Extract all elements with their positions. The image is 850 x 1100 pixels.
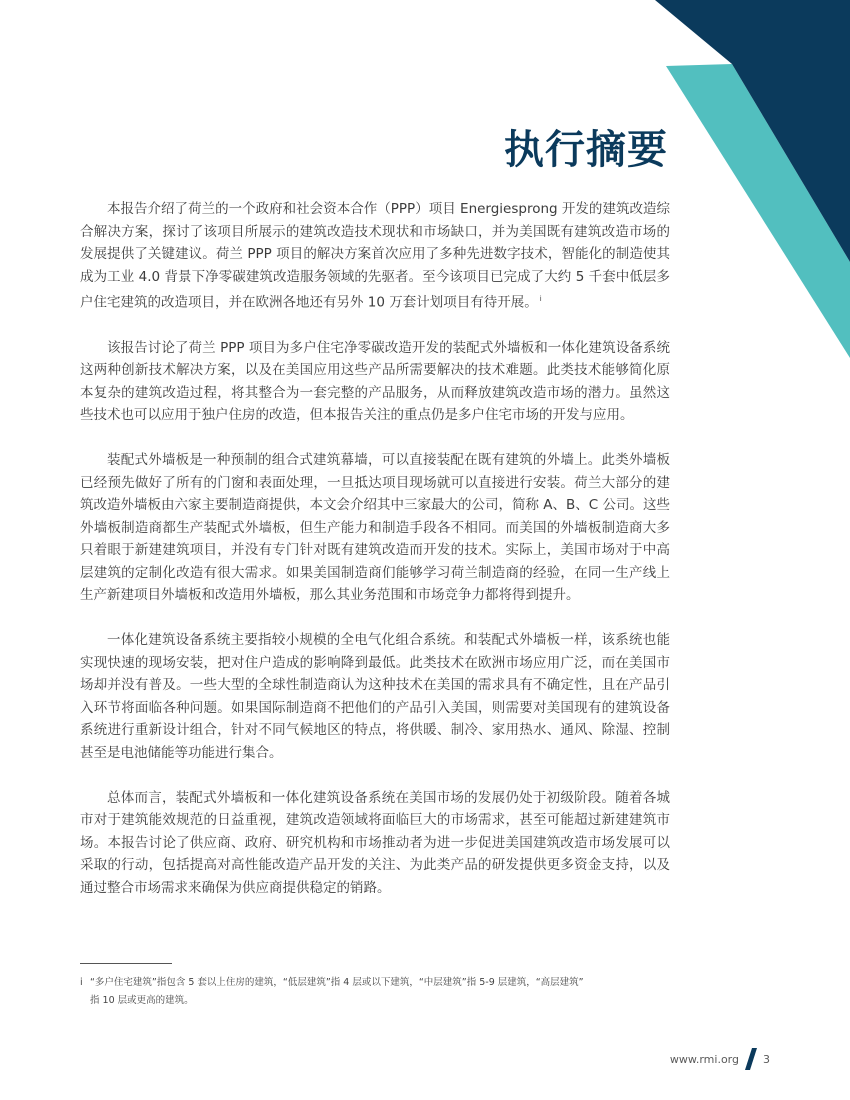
paragraph-1-text: 本报告介绍了荷兰的一个政府和社会资本合作（PPP）项目 Energiesprong 开发的建筑改造综合解决方案，探讨了该项目所展示的建筑改造技术现状和市场缺口，并为美国既有建筑改造市场的发展提供了关键建议。荷兰 PPP 项目的解决方案首次应用了多种先进数字技术，智能化的制造使其成为工业 4.0 背景下净零碳建筑改造服务领域的先驱者。至今该项目已完成了大约 5 千套中低层多户住宅建筑的改造项目，并在欧洲各地还有另外 10 万套计划项目有待开展。 bbox=[80, 201, 670, 311]
footnote-reference[interactable]: i bbox=[539, 295, 542, 303]
paragraph-5: 总体而言，装配式外墙板和一体化建筑设备系统在美国市场的发展仍处于初级阶段。随着各城市对于建筑能效规范的日益重视，建筑改造领域将面临巨大的市场需求，甚至可能超过新建建筑市场。本报告讨论了供应商、政府、研究机构和市场推动者为进一步促进美国建筑改造市场发展可以采取的行动，包括提高对高性能改造产品开发的关注、为此类产品的研发提供更多资金支持，以及通过整合市场需求来确保为供应商提供稳定的销路。 bbox=[80, 789, 670, 896]
paragraph-1 bbox=[80, 198, 670, 314]
footnote-divider bbox=[80, 963, 172, 964]
body-text bbox=[80, 198, 670, 922]
page-title: 执行摘要 bbox=[504, 127, 668, 173]
page-footer bbox=[670, 1048, 770, 1070]
website-link[interactable]: www.rmi.org bbox=[669, 1052, 739, 1066]
page-number: 3 bbox=[763, 1052, 770, 1066]
slash-logo-icon bbox=[745, 1048, 757, 1070]
footnote-marker: i bbox=[80, 977, 83, 988]
footnote-line-2: 指 10 层或更高的建筑。 bbox=[90, 995, 194, 1006]
paragraph-2: 该报告讨论了荷兰 PPP 项目为多户住宅净零碳改造开发的装配式外墙板和一体化建筑设备系统这两种创新技术解决方案，以及在美国应用这些产品所需要解决的技术难题。此类技术能够简化原本复杂的建筑改造过程，将其整合为一套完整的产品服务，从而释放建筑改造市场的潜力。虽然这些技术也可以应用于独户住房的改造，但本报告关注的重点仍是多户住宅市场的开发与应用。 bbox=[80, 339, 670, 423]
paragraph-4: 一体化建筑设备系统主要指较小规模的全电气化组合系统。和装配式外墙板一样，该系统也能实现快速的现场安装，把对住户造成的影响降到最低。此类技术在欧洲市场应用广泛，而在美国市场却并没有普及。一些大型的全球性制造商认为这种技术在美国的需求具有不确定性，且在产品引入环节将面临各种问题。如果国际制造商不把他们的产品引入美国，则需要对美国现有的建筑设备系统进行重新设计组合，针对不同气候地区的特点，将供暖、制冷、家用热水、通风、除湿、控制甚至是电池储能等功能进行集合。 bbox=[80, 632, 670, 761]
paragraph-3: 装配式外墙板是一种预制的组合式建筑幕墙，可以直接装配在既有建筑的外墙上。此类外墙板已经预先做好了所有的门窗和表面处理，一旦抵达项目现场就可以直接进行安装。荷兰大部分的建筑改造外墙板由六家主要制造商提供，本文会介绍其中三家最大的公司，简称 A、B、C 公司。这些外墙板制造商都生产装配式外墙板，但生产能力和制造手段各不相同。而美国的外墙板制造商大多只着眼于新建建筑项目，并没有专门针对既有建筑改造而开发的技术。实际上，美国市场对于中高层建筑的定制化改造有很大需求。如果美国制造商们能够学习荷兰制造商的经验，在同一生产线上生产新建项目外墙板和改造用外墙板，那么其业务范围和市场竞争力都将得到提升。 bbox=[80, 452, 671, 603]
footnote-line-1 bbox=[80, 974, 690, 992]
footnote bbox=[80, 974, 690, 1010]
footnote-text-1: “多户住宅建筑”指包含 5 套以上住房的建筑，“低层建筑”指 4 层或以下建筑，“中层建筑”指 5-9 层建筑，“高层建筑” bbox=[90, 977, 584, 988]
